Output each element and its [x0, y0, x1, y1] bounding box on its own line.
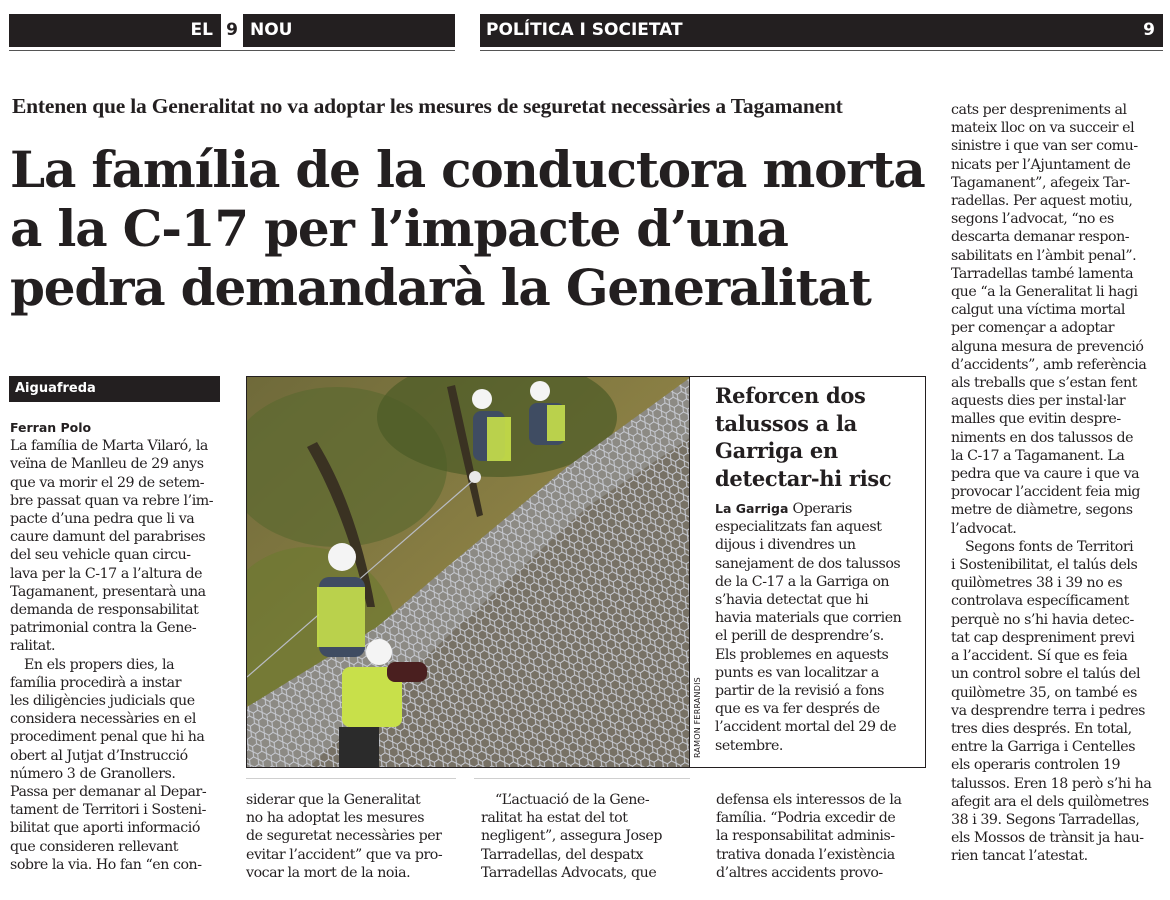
column-rule: [246, 778, 456, 779]
text-line: mateix lloc on va succeir el: [951, 120, 1135, 137]
sidebar-title-line: talussos a la: [715, 410, 857, 436]
text-line: niments en dos talussos de: [951, 429, 1134, 446]
headline-line: pedra demandarà la Generalitat: [10, 258, 871, 317]
text-line: els Mossos de trànsit ja hau-: [951, 830, 1144, 847]
text-line: siderar que la Generalitat: [246, 792, 421, 808]
text-line: que es va fer després de: [715, 701, 880, 718]
section-title: POLÍTICA I SOCIETAT: [486, 20, 683, 40]
text-line: patrimonial contra la Gene-: [10, 620, 197, 637]
text-line: aquests dies per instal·lar: [951, 393, 1126, 410]
photo-workers-slope: [247, 377, 690, 768]
text-line: Segons fonts de Territori: [965, 538, 1134, 555]
byline: Ferran Polo: [10, 420, 92, 435]
text-line: partir de la revisió a fons: [715, 683, 884, 700]
text-line: un control sobre el talús del: [951, 666, 1141, 683]
text-line: l’advocat.: [951, 520, 1017, 537]
text-line: dijous i divendres un: [715, 537, 856, 554]
text-line: veïna de Manlleu de 29 anys: [10, 456, 204, 473]
text-line: sinistre i que van ser comu-: [951, 138, 1138, 155]
text-line: lava per la C-17 a l’altura de: [10, 565, 203, 582]
article-headline: [10, 140, 925, 317]
header-rule-right: [480, 50, 1163, 51]
masthead-el: EL: [190, 20, 213, 40]
text-line: d’accidents”, amb referència: [951, 356, 1147, 373]
text-line: tres dies després. En total,: [951, 720, 1132, 737]
text-line: talussos. Eren 18 però s’hi ha: [951, 775, 1152, 792]
text-line: radellas. Per aquest motiu,: [951, 193, 1133, 210]
text-line: el perill de desprendre’s.: [715, 628, 884, 645]
sidebar-location: La Garriga: [715, 501, 789, 516]
paragraph: [10, 437, 225, 655]
text-line: Tagamanent, presentarà una: [10, 583, 206, 600]
sidebar-title: [715, 382, 920, 492]
text-line: sobre la via. Ho fan “en con-: [10, 856, 202, 873]
article-photo: [246, 376, 690, 768]
article-column-1: [10, 419, 225, 874]
section-bar: [480, 14, 1163, 47]
text-line: havia materials que corrien: [715, 610, 902, 627]
text-line: “L’actuació de la Gene-: [495, 792, 650, 808]
text-line: la C-17 a Tagamanent. La: [951, 447, 1125, 464]
text-line: pacte d’una pedra que li va: [10, 511, 195, 528]
text-line: de seguretat necessàries per: [246, 828, 442, 845]
text-line: alguna mesura de prevenció: [951, 338, 1144, 355]
text-line: l’accident mortal del 29 de: [715, 719, 897, 736]
text-line: cats per despreniments al: [951, 102, 1127, 118]
text-line: quilòmetres 38 i 39 no es: [951, 575, 1123, 592]
text-line: rien tancat l’atestat.: [951, 848, 1088, 865]
text-line: trativa donada l’existència: [716, 846, 895, 863]
text-line: [715, 500, 921, 518]
text-line: ralitat ha estat del tot: [481, 810, 628, 827]
paragraph: [10, 656, 225, 874]
text-line: tat cap despreniment previ: [951, 629, 1135, 646]
text-line: família. “Podria excedir de: [716, 810, 896, 827]
text-line: del seu vehicle quan circu-: [10, 547, 191, 564]
text-line: entre la Garriga i Centelles: [951, 739, 1136, 756]
text-line: demanda de responsabilitat: [10, 602, 199, 619]
sidebar-title-line: Reforcen dos: [715, 383, 866, 408]
text-line: i Sostenibilitat, el talús dels: [951, 557, 1138, 574]
text-line: sabilitats en l’àmbit penal”.: [951, 247, 1137, 264]
text-line: Tarradellas Advocats, que: [481, 864, 657, 881]
sidebar-body: [715, 500, 921, 755]
masthead-nou: NOU: [250, 20, 293, 40]
text-line: la responsabilitat adminis-: [716, 828, 895, 845]
text-line: Tarradellas també lamenta: [951, 265, 1134, 282]
text-line: a l’accident. Sí que es feia: [951, 648, 1128, 665]
text-line: que consideren rellevant: [10, 838, 179, 855]
text-line: setembre.: [715, 737, 783, 754]
article-column-2: [246, 791, 458, 882]
text-line: 38 i 39. Segons Tarradellas,: [951, 811, 1140, 828]
text-line: tament de Territori i Sosteni-: [10, 802, 206, 819]
text-line: per començar a adoptar: [951, 320, 1115, 337]
text-line: segons l’advocat, “no es: [951, 211, 1114, 228]
article-column-4: [716, 791, 928, 882]
article-kicker: Entenen que la Generalitat no va adoptar les mesures de seguretat necessàries a Tagamanent: [12, 94, 843, 118]
text-line: pedra que va caure i que va: [951, 466, 1140, 483]
masthead-left-bar: [9, 14, 221, 47]
text-line: procediment penal que hi ha: [10, 729, 205, 746]
text-line: caure damunt del parabrises: [10, 529, 206, 546]
text-line: ralitat.: [10, 638, 56, 655]
text-line: sanejament de dos talussos: [715, 555, 901, 572]
text-line: negligent”, assegura Josep: [481, 828, 662, 845]
text-line: Passa per demanar al Depar-: [10, 784, 207, 801]
column-rule: [474, 778, 690, 779]
photo-credit: RAMON FERRANDIS: [693, 677, 702, 758]
text-line: considera necessàries en el: [10, 711, 196, 728]
text-line: d’altres accidents provo-: [716, 864, 883, 881]
article-column-3: [481, 791, 693, 882]
page-number: 9: [1143, 20, 1155, 40]
text-line: controlava específicament: [951, 593, 1129, 610]
text-line: no ha adoptat les mesures: [246, 810, 425, 827]
text-line: quilòmetre 35, on també es: [951, 684, 1137, 701]
text-line: Tarradellas, del despatx: [481, 846, 643, 863]
text-line: provocar l’accident feia mig: [951, 484, 1141, 501]
masthead-number: 9: [226, 20, 238, 40]
text-line: especialitzats fan aquest: [715, 519, 882, 536]
text-line: bre passat quan va rebre l’im-: [10, 492, 214, 509]
text-line: En els propers dies, la: [24, 656, 175, 673]
location-tag: Aiguafreda: [9, 376, 220, 402]
text-line: metre de diàmetre, segons: [951, 502, 1133, 519]
text-line: que va morir el 29 de setem-: [10, 474, 205, 491]
text-fragment: Operaris: [792, 501, 852, 517]
text-line: els operaris controlen 19: [951, 757, 1121, 774]
text-line: afegit ara el dels quilòmetres: [951, 793, 1149, 810]
headline-line: a la C-17 per l’impacte d’una: [10, 199, 788, 258]
text-line: Tagamanent”, afegeix Tar-: [951, 174, 1130, 191]
text-line: malles que evitin despre-: [951, 411, 1121, 428]
masthead-mid-bar: [243, 14, 455, 47]
article-column-5: [951, 101, 1166, 866]
text-line: perquè no s’hi havia detec-: [951, 611, 1134, 628]
text-line: les diligències judicials que: [10, 693, 195, 710]
text-line: que “a la Generalitat li hagi: [951, 284, 1138, 301]
text-line: Els problemes en aquests: [715, 646, 889, 663]
text-line: calgut una víctima mortal: [951, 302, 1125, 319]
text-line: de la C-17 a la Garriga on: [715, 573, 890, 590]
text-line: obert al Jutjat d’Instrucció: [10, 747, 188, 764]
text-line: va desprendre terra i pedres: [951, 702, 1146, 719]
text-line: La família de Marta Vilaró, la: [10, 438, 208, 455]
text-line: número 3 de Granollers.: [10, 765, 176, 782]
text-line: nicats per l’Ajuntament de: [951, 156, 1131, 173]
text-line: bilitat que aporti informació: [10, 820, 200, 837]
text-line: defensa els interessos de la: [716, 792, 902, 808]
sidebar-title-line: detectar-hi risc: [715, 465, 892, 491]
text-line: s’havia detectat que hi: [715, 592, 869, 609]
text-line: vocar la mort de la noia.: [246, 864, 411, 881]
headline-line: La família de la conductora morta: [10, 140, 925, 199]
text-line: als treballs que s’estan fent: [951, 375, 1137, 392]
header-rule-left: [9, 50, 455, 51]
text-line: descarta demanar respon-: [951, 229, 1130, 246]
text-line: punts es van localitzar a: [715, 664, 879, 681]
text-line: família procedirà a instar: [10, 674, 182, 691]
sidebar-title-line: Garriga en: [715, 438, 838, 463]
text-line: evitar l’accident” que va pro-: [246, 846, 443, 863]
